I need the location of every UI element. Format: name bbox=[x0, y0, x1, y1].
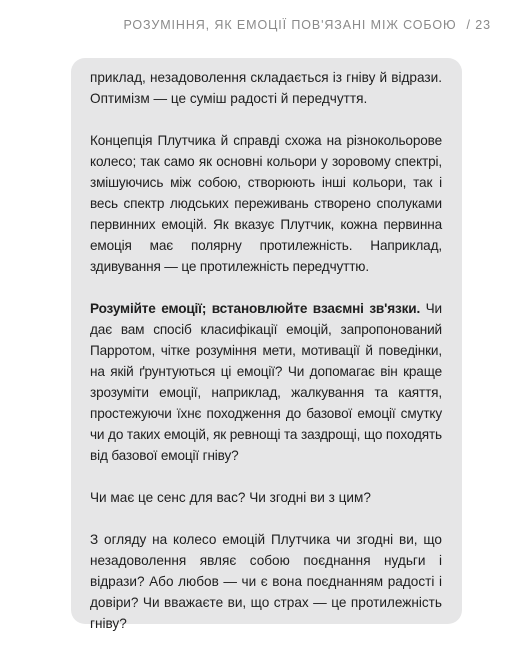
running-title: РОЗУМІННЯ, ЯК ЕМОЦІЇ ПОВ'ЯЗАНІ МІЖ СОБОЮ bbox=[123, 18, 457, 32]
paragraph-plutchik-questions: З огляду на колесо емоцій Плутчика чи згодні ви, що незадоволення являє собою поєднання нудьги і відрази? Або любов — чи є вона поєднанням радості і довіри? Чи вважаєте ви, що страх — це протилежність гніву? bbox=[90, 532, 442, 631]
paragraph-question: Чи має це сенс для вас? Чи згодні ви з цим? bbox=[90, 490, 371, 505]
exercise-text: Чи дає вам спосіб класифікації емоцій, запропонований Парротом, чітке розуміння мети, мотивації й поведінки, на якій ґрунтуються ці емоції? Чи допомагає він краще зрозуміти емоції, наприклад, жалкування та каяття, простежуючи їхнє походження до базової емоції смутку чи до таких емоцій, як ревнощі та заздрощі, що походять від базової емоції гніву? bbox=[90, 301, 442, 463]
page-number: / 23 bbox=[466, 18, 491, 32]
paragraph-plutchik-wheel: Концепція Плутчика й справді схожа на різнокольорове колесо; так само як основні кольори у зоровому спектрі, змішуючись між собою, створюють інші кольори, так і весь спектр людських переживань створено сполуками первинних емоцій. Як вказує Плутчик, кожна первинна емоція має полярну протилежність. Наприклад, здивування — це протилежність передчуттю. bbox=[90, 133, 442, 274]
paragraph-exercise bbox=[90, 298, 442, 466]
exercise-lead: Розумійте емоції; встановлюйте взаємні зв'язки. bbox=[90, 301, 421, 316]
panel-text bbox=[90, 67, 442, 655]
paragraph-continuation: приклад, незадоволення складається із гніву й відрази. Оптимізм — це суміш радості й передчуття. bbox=[90, 70, 442, 106]
running-header bbox=[123, 18, 491, 32]
